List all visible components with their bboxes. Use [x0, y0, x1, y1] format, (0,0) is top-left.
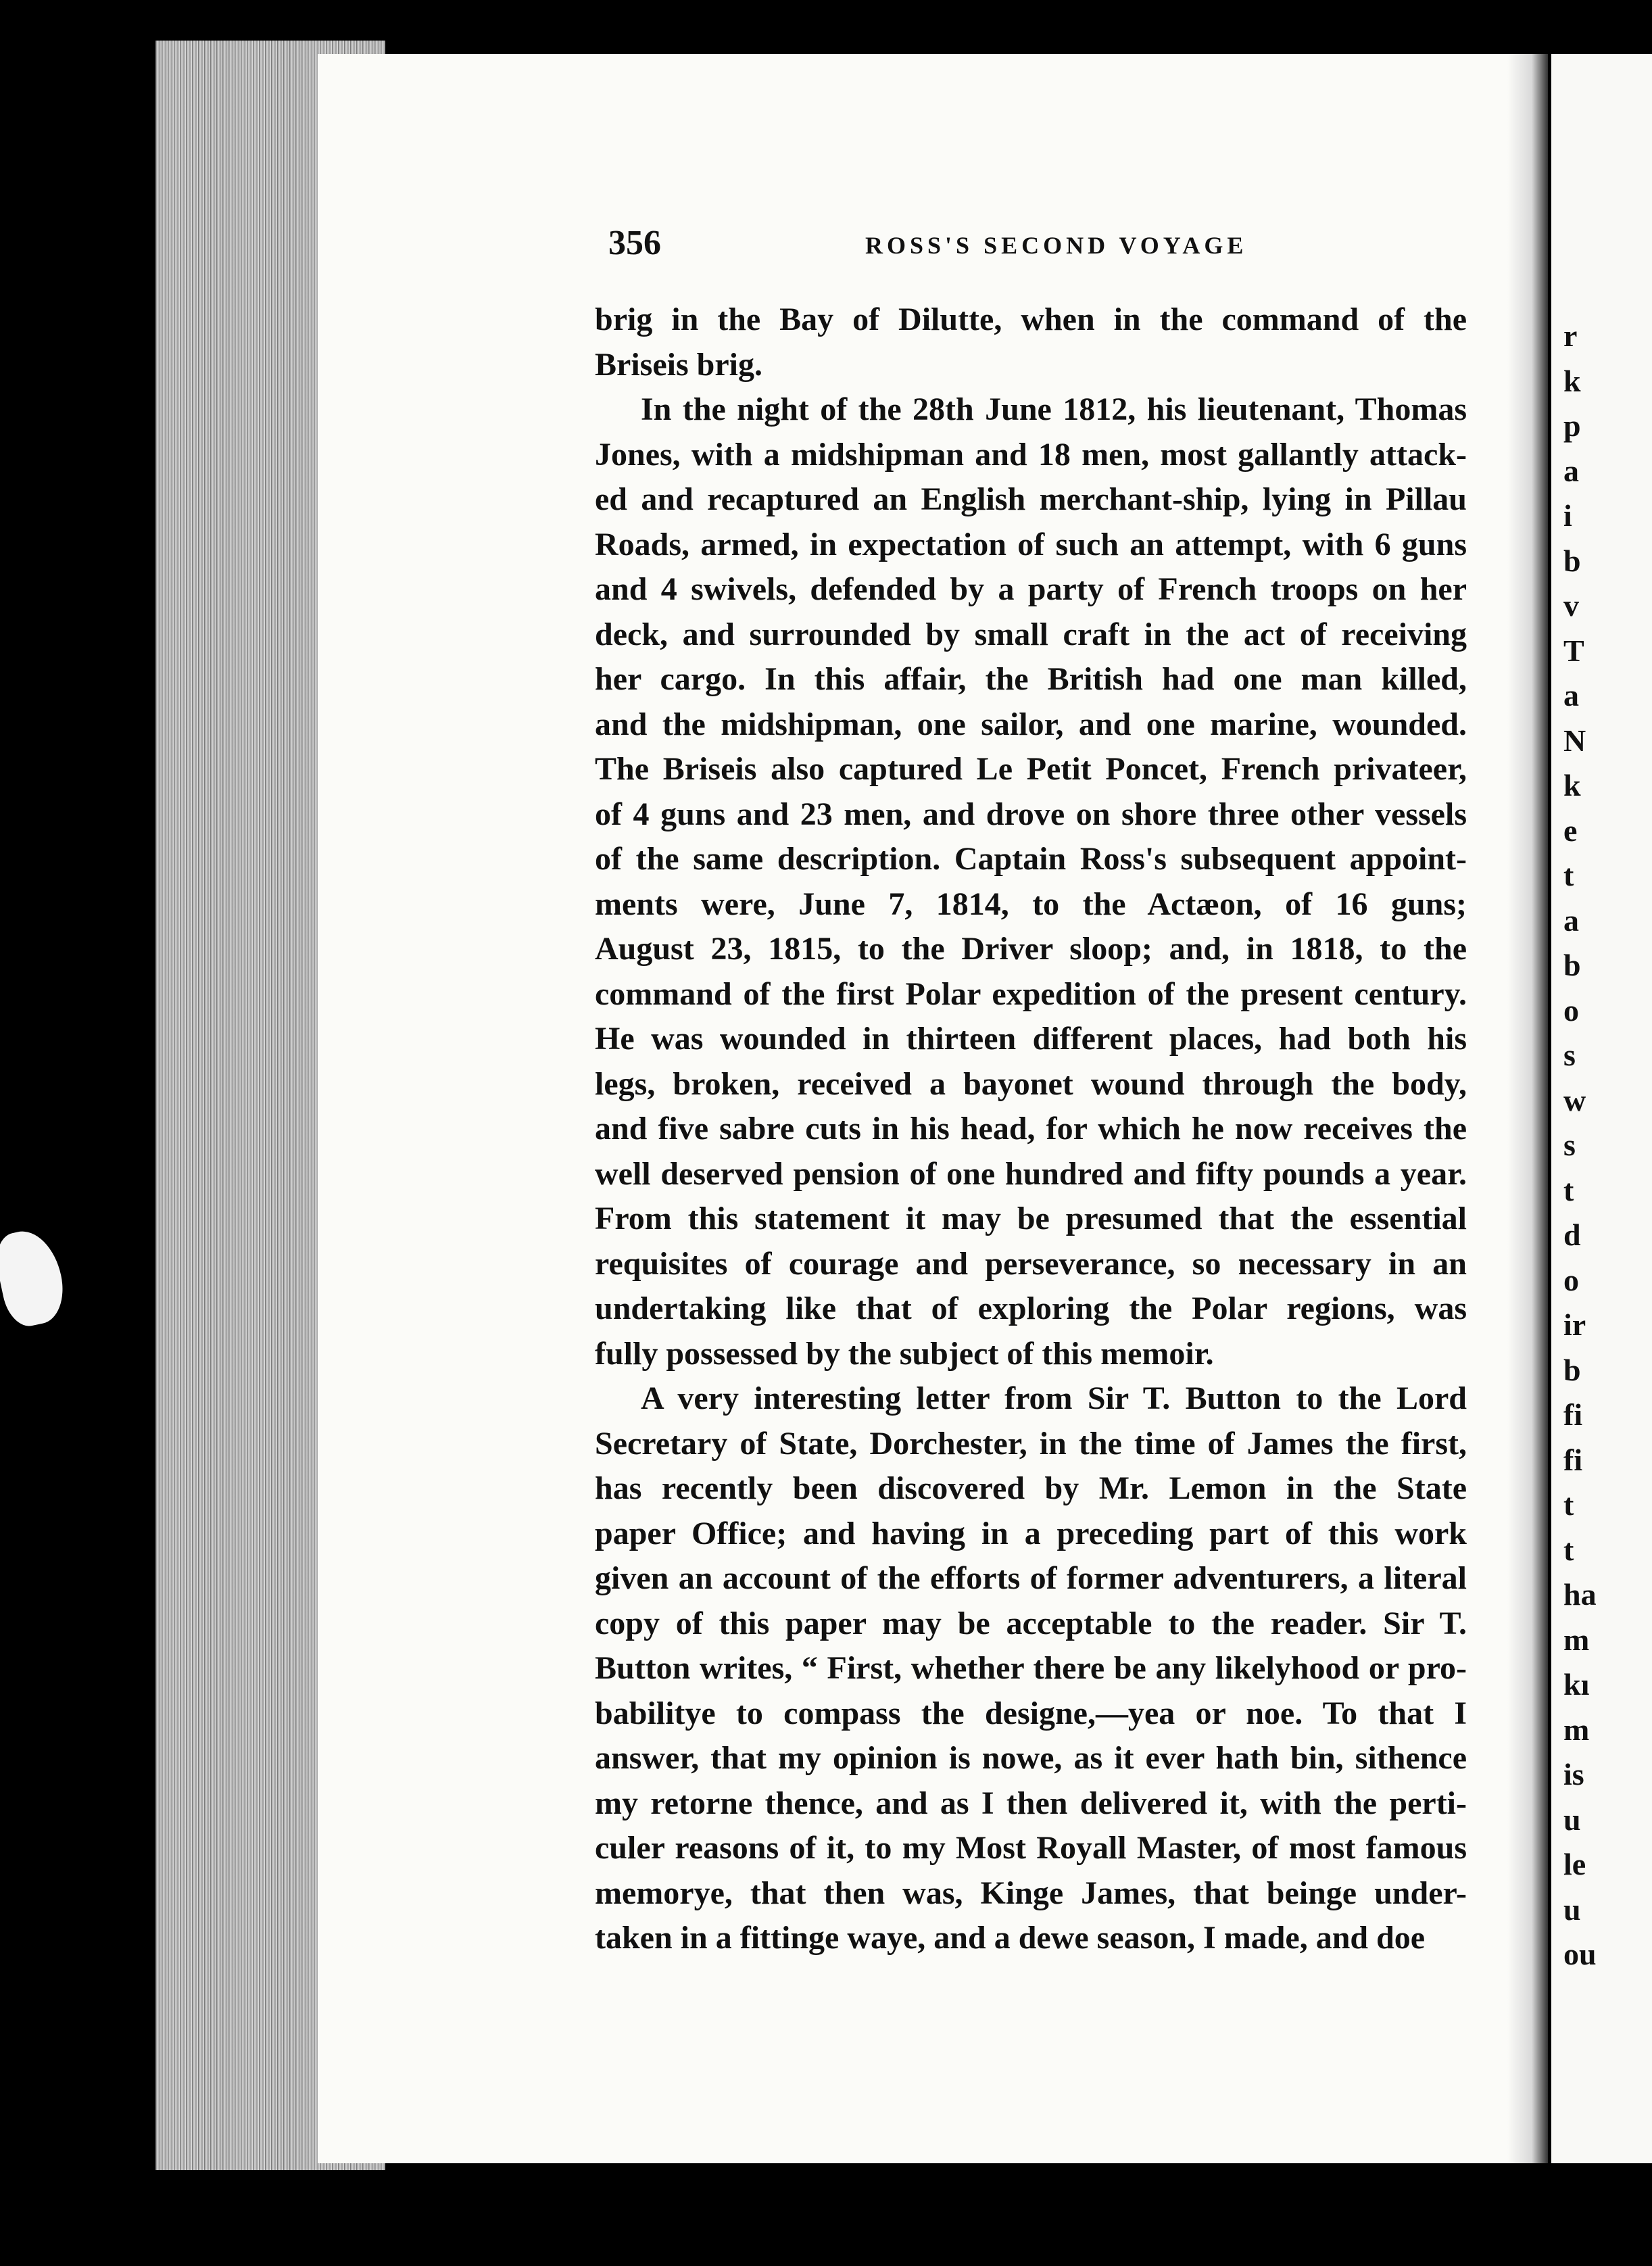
text-line: He was wounded in thirteen different places, had both his — [595, 1021, 1467, 1057]
right-page-fragment: b — [1563, 1352, 1581, 1387]
text-line: and 4 swivels, defended by a party of French troops on her — [595, 571, 1467, 607]
text-line: August 23, 1815, to the Driver sloop; and, in 1818, to the — [595, 931, 1467, 967]
body-text — [595, 297, 1467, 1961]
text-line: of 4 guns and 23 men, and drove on shore three other vessels — [595, 796, 1467, 832]
text-line: Briseis brig. — [595, 346, 762, 383]
text-line: Secretary of State, Dorchester, in the time of James the first, — [595, 1425, 1467, 1462]
right-page-fragment: p — [1563, 408, 1581, 443]
text-line: undertaking like that of exploring the Polar regions, was — [595, 1291, 1467, 1326]
background-fragment — [0, 1225, 70, 1330]
right-page-fragment: k — [1563, 768, 1581, 802]
text-line: In the night of the 28th June 1812, his lieutenant, Thomas — [641, 391, 1467, 427]
right-page-fragment: u — [1563, 1802, 1581, 1837]
right-page-fragment: r — [1563, 318, 1578, 353]
right-page-fragment: t — [1563, 1532, 1574, 1567]
text-line: fully possessed by the subject of this memoir. — [595, 1335, 1214, 1372]
text-line: legs, broken, received a bayonet wound through the body, — [595, 1065, 1467, 1102]
right-page-fragment: m — [1563, 1712, 1590, 1747]
right-page-fragment: i — [1563, 498, 1572, 533]
right-page-fragment: s — [1563, 1128, 1576, 1162]
text-line: brig in the Bay of Dilutte, when in the command of the — [595, 302, 1467, 337]
text-line: of the same description. Captain Ross's subsequent appoint- — [595, 841, 1467, 877]
right-page-fragment: a — [1563, 678, 1579, 713]
text-line: The Briseis also captured Le Petit Poncet, French privateer, — [595, 751, 1467, 787]
text-line: A very interesting letter from Sir T. Button to the Lord — [641, 1380, 1467, 1416]
text-line: memorye, that then was, Kinge James, that beinge under- — [595, 1875, 1467, 1911]
text-line: command of the first Polar expedition of the present century. — [595, 975, 1467, 1012]
right-page-fragment: d — [1563, 1218, 1581, 1252]
right-page-fragment: ou — [1563, 1937, 1597, 1971]
text-line: Button writes, “ First, whether there be any likelyhood or pro- — [595, 1650, 1467, 1686]
right-page-fragment: v — [1563, 588, 1579, 623]
text-line: babilitye to compass the designe,—yea or noe. To that I — [595, 1695, 1467, 1731]
right-page-fragment: e — [1563, 813, 1578, 848]
right-page-fragment: t — [1563, 1487, 1574, 1522]
right-page-fragment: t — [1563, 1172, 1574, 1207]
right-page-fragment: s — [1563, 1038, 1576, 1072]
right-page-fragment: t — [1563, 858, 1574, 892]
running-head: ROSS'S SECOND VOYAGE — [865, 232, 1248, 259]
right-page-fragment: u — [1563, 1891, 1581, 1927]
right-page-fragment: a — [1563, 453, 1579, 488]
text-line: Jones, with a midshipman and 18 men, most gallantly attack- — [595, 436, 1467, 473]
right-page-fragment: kı — [1563, 1667, 1590, 1702]
text-line: taken in a fittinge waye, and a dewe season, I made, and doe — [595, 1920, 1426, 1956]
right-page-fragment: m — [1563, 1622, 1590, 1657]
right-page-fragment: o — [1563, 1262, 1579, 1297]
text-line: deck, and surrounded by small craft in the act of receiving — [595, 616, 1467, 652]
text-line: From this statement it may be presumed that the essential — [595, 1201, 1467, 1236]
text-line: answer, that my opinion is nowe, as it ever hath bin, sithence — [595, 1740, 1467, 1776]
page-header — [608, 223, 1453, 277]
right-page-fragment: b — [1563, 543, 1581, 578]
text-line: and five sabre cuts in his head, for which he now receives the — [595, 1111, 1467, 1147]
right-page-fragment: le — [1563, 1847, 1586, 1881]
text-line: her cargo. In this affair, the British had one man killed, — [595, 661, 1467, 697]
right-page-fragment: a — [1563, 902, 1579, 938]
right-page-fragment: w — [1563, 1082, 1586, 1117]
right-page-fragment: is — [1563, 1757, 1584, 1791]
right-page-fragment: o — [1563, 992, 1579, 1028]
text-line: ments were, June 7, 1814, to the Actæon, of 16 guns; — [595, 886, 1467, 922]
right-page-fragment: T — [1563, 633, 1584, 668]
text-line: paper Office; and having in a preceding part of this work — [595, 1515, 1467, 1551]
text-line: well deserved pension of one hundred and fifty pounds a year. — [595, 1155, 1467, 1192]
right-page-fragment: ha — [1563, 1577, 1597, 1612]
book-gutter — [1507, 54, 1548, 2163]
right-page-fragment: fi — [1563, 1442, 1583, 1477]
text-line: requisites of courage and perseverance, so necessary in an — [595, 1245, 1467, 1282]
text-line: given an account of the efforts of former adventurers, a literal — [595, 1560, 1467, 1596]
text-line: Roads, armed, in expectation of such an attempt, with 6 guns — [595, 526, 1467, 562]
right-page-fragment: b — [1563, 948, 1581, 982]
text-line: ed and recaptured an English merchant-ship, lying in Pillau — [595, 481, 1467, 517]
text-line: my retorne thence, and as I then delivered it, with the perti- — [595, 1785, 1467, 1821]
text-line: has recently been discovered by Mr. Lemon in the State — [595, 1470, 1467, 1506]
right-page-fragment: fi — [1563, 1397, 1583, 1432]
right-page-fragment: k — [1563, 363, 1581, 398]
text-line: culer reasons of it, to my Most Royall Master, of most famous — [595, 1830, 1467, 1866]
right-page-fragment: N — [1563, 723, 1586, 758]
text-line: copy of this paper may be acceptable to the reader. Sir T. — [595, 1605, 1467, 1641]
right-page-fragment: ir — [1563, 1307, 1586, 1342]
text-line: and the midshipman, one sailor, and one marine, wounded. — [595, 706, 1467, 742]
right-page-edge — [1551, 54, 1652, 2163]
page-number: 356 — [608, 224, 661, 262]
